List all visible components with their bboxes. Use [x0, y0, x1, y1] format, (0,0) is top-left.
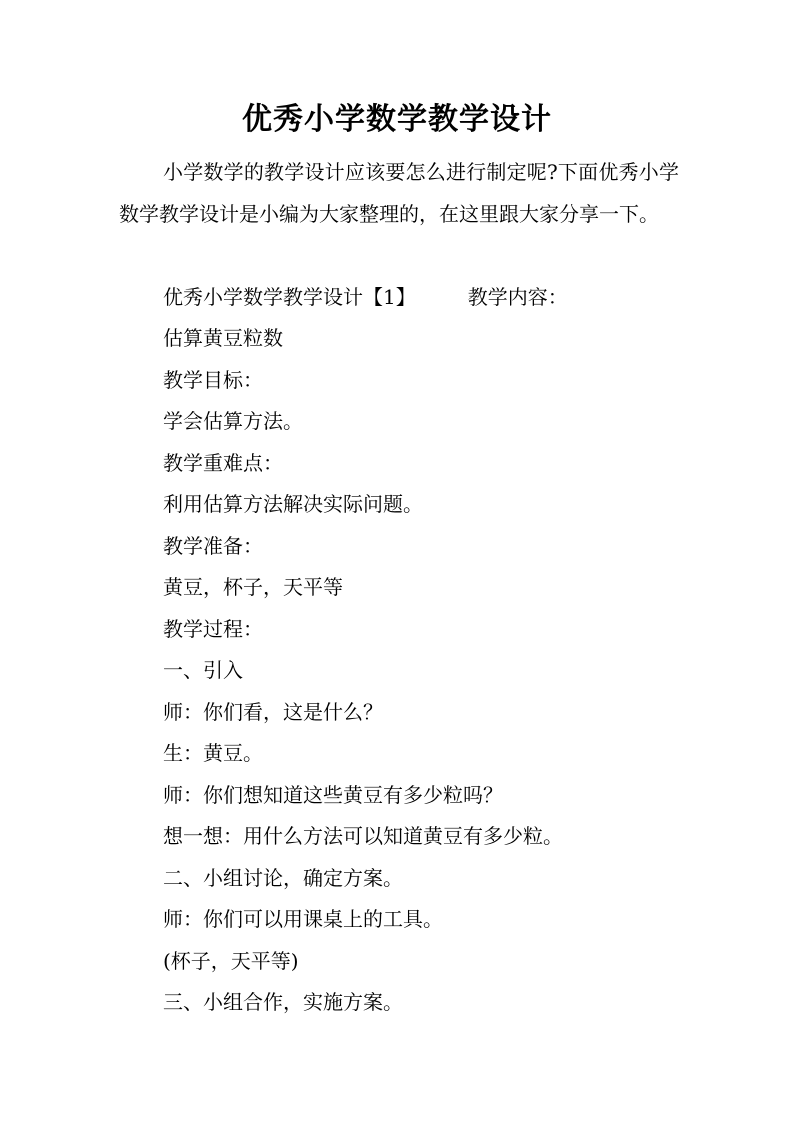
body-line: 学会估算方法。	[163, 409, 303, 433]
section-heading-line	[163, 282, 568, 312]
body-line: 想一想：用什么方法可以知道黄豆有多少粒。	[163, 824, 563, 848]
body-line: 教学重难点：	[163, 451, 283, 475]
body-line: 教学过程：	[163, 617, 263, 641]
body-line: 教学目标：	[163, 368, 263, 392]
section-content-label: 教学内容：	[467, 285, 568, 309]
body-line: 生：黄豆。	[163, 741, 263, 765]
body-line: 师：你们想知道这些黄豆有多少粒吗？	[163, 783, 503, 807]
body-line: 利用估算方法解决实际问题。	[163, 492, 423, 516]
document-title: 优秀小学数学教学设计	[242, 102, 552, 137]
body-line: 一、引入	[163, 658, 243, 682]
body-line: 估算黄豆粒数	[163, 326, 283, 350]
section-heading: 优秀小学数学教学设计【1】	[163, 285, 416, 309]
body-line: 黄豆，杯子，天平等	[163, 575, 343, 599]
body-line: (杯子，天平等)	[163, 949, 299, 973]
body-line: 三、小组合作，实施方案。	[163, 990, 403, 1014]
intro-paragraph: 小学数学的教学设计应该要怎么进行制定呢?下面优秀小学数学教学设计是小编为大家整理的，在这里跟大家分享一下。	[119, 160, 679, 226]
body-line: 二、小组讨论，确定方案。	[163, 866, 403, 890]
body-line: 师：你们可以用课桌上的工具。	[163, 907, 443, 931]
body-line: 师：你们看，这是什么？	[163, 700, 383, 724]
body-line: 教学准备：	[163, 534, 263, 558]
